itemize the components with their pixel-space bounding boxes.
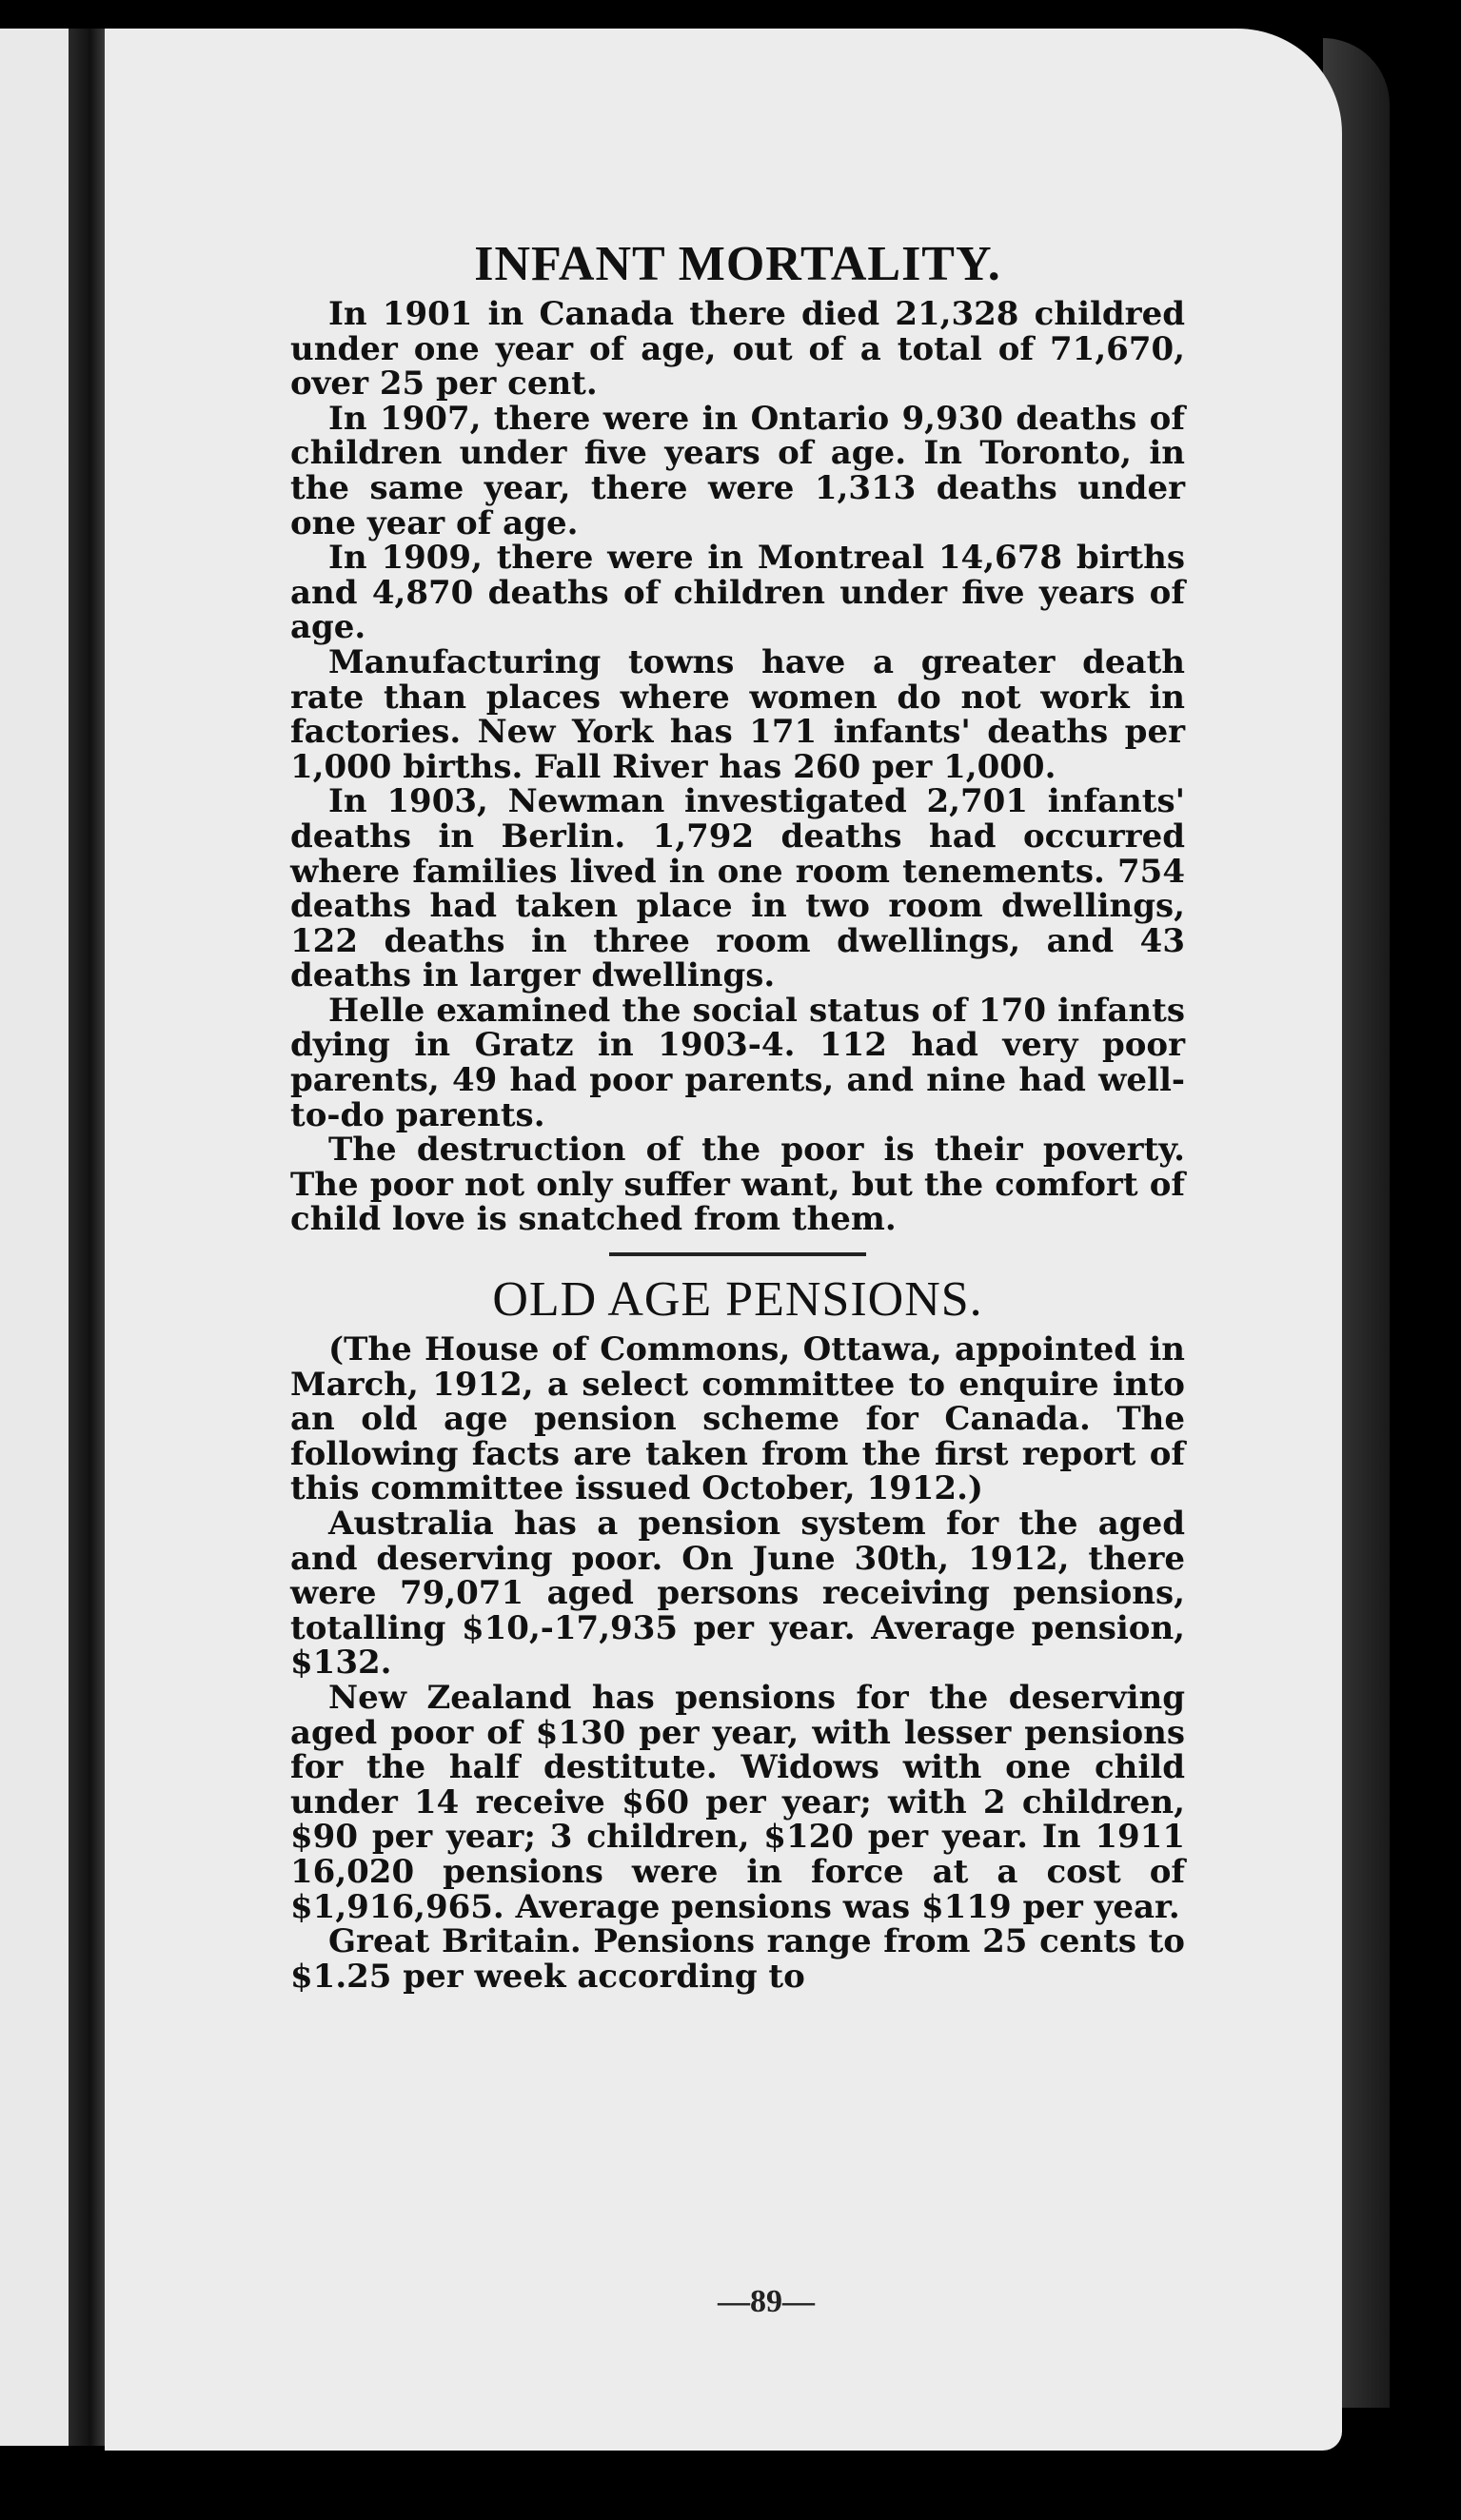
book-page (105, 29, 1342, 2451)
paragraph: (The House of Commons, Ottawa, appointed in March, 1912, a select committee to enquire into an old age pension scheme for Canada. The following facts are taken from the first report of this committee issued October, 1912.) (290, 1330, 1185, 1508)
page-number: —89— (718, 2284, 815, 2319)
paragraph: New Zealand has pensions for the deserving aged poor of $130 per year, with lesser pensions for the half destitute. Widows with one child under 14 receive $60 per year; with 2 children, $90 per year; 3 children, $120 per year. In 1911 16,020 pensions were in force at a cost of $1,916,965. Average pensions was $119 per year. (290, 1678, 1185, 1926)
paragraph: Manufacturing towns have a greater death rate than places where women do not work in factories. New York has 171 infants' deaths per 1,000 births. Fall River has 260 per 1,000. (290, 642, 1185, 786)
paragraph: In 1907, there were in Ontario 9,930 deaths of children under five years of age. In Toronto, in the same year, there were 1,313 deaths under one year of age. (290, 399, 1185, 542)
page-text-column (290, 238, 1185, 1994)
section-heading-infant-mortality: INFANT MORTALITY. (474, 237, 1001, 291)
paragraph: In 1903, Newman investigated 2,701 infants' deaths in Berlin. 1,792 deaths had occurred where families lived in one room tenements. 754 deaths had taken place in two room dwellings, 122 deaths in three room dwellings, and 43 deaths in larger dwellings. (290, 782, 1185, 995)
paragraph: In 1901 in Canada there died 21,328 childred under one year of age, out of a total of 71,670, over 25 per cent. (290, 295, 1185, 404)
section-heading-old-age-pensions: OLD AGE PENSIONS. (492, 1272, 983, 1328)
paragraph: Australia has a pension system for the aged and deserving poor. On June 30th, 1912, there were 79,071 aged persons receiving pensions, totalling $10,-17,935 per year. Average pension, $132. (290, 1505, 1185, 1683)
paragraph: Great Britain. Pensions range from 25 cents to $1.25 per week according to (290, 1922, 1185, 1996)
paragraph: The destruction of the poor is their poverty. The poor not only suffer want, but the comfort of child love is snatched from them. (290, 1131, 1185, 1239)
book-gutter (69, 29, 105, 2446)
paragraph: In 1909, there were in Montreal 14,678 births and 4,870 deaths of children under five years of age. (290, 539, 1185, 647)
paragraph: Helle examined the social status of 170 infants dying in Gratz in 1903-4. 112 had very poor parents, 49 had poor parents, and nine had well-to-do parents. (290, 991, 1185, 1134)
left-page-edge (0, 29, 69, 2446)
section-divider (609, 1252, 866, 1256)
